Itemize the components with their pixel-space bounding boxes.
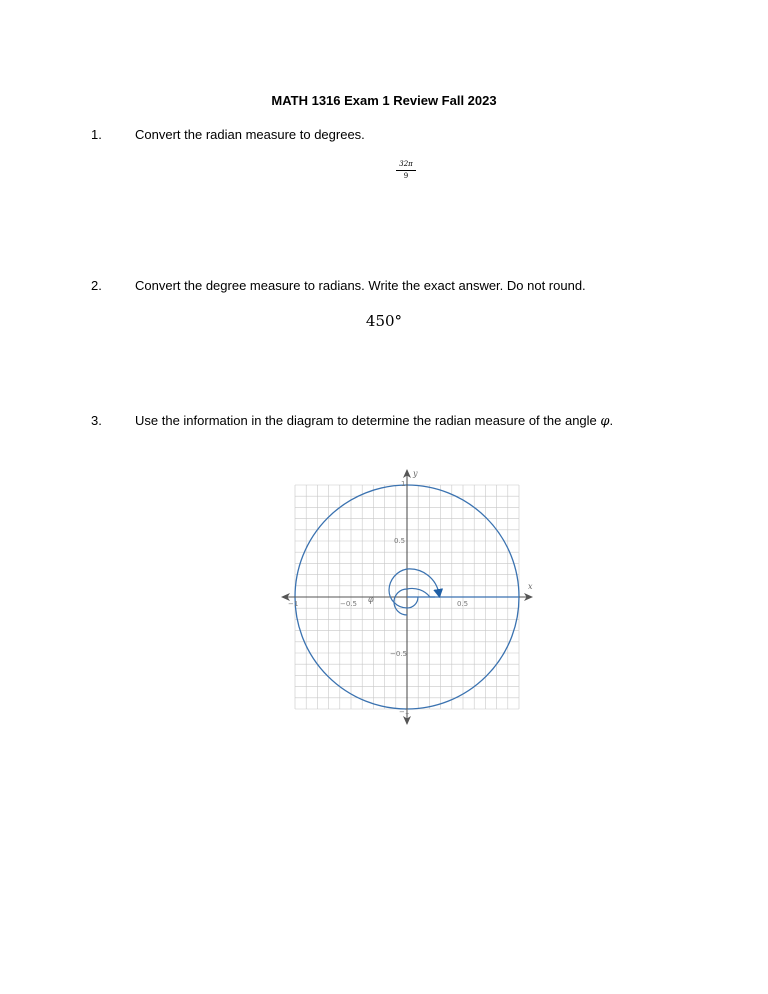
question-2-degree-value: 450° bbox=[365, 312, 403, 330]
angle-phi-label: φ bbox=[368, 595, 374, 604]
x-axis-label: x bbox=[528, 582, 533, 591]
tick-x-neg-half: −0.5 bbox=[340, 600, 357, 608]
tick-y-neg-one: −1 bbox=[399, 708, 410, 716]
question-2-number: 2. bbox=[91, 278, 102, 293]
tick-y-neg-half: −0.5 bbox=[390, 650, 407, 658]
fraction-bar bbox=[396, 170, 416, 171]
angle-arc bbox=[394, 588, 435, 615]
fraction-numerator: 32π bbox=[399, 160, 413, 168]
question-3-text bbox=[135, 413, 613, 429]
tick-x-half: 0.5 bbox=[457, 600, 469, 608]
question-3-text-after: . bbox=[609, 413, 614, 428]
question-3-text-before: Use the information in the diagram to determine the radian measure of the angle bbox=[135, 413, 601, 428]
question-1-fraction bbox=[396, 160, 416, 181]
fraction-denominator: 9 bbox=[403, 172, 409, 180]
tick-y-half: 0.5 bbox=[394, 537, 406, 545]
phi-symbol: φ bbox=[600, 414, 610, 429]
tick-y-one: 1 bbox=[401, 480, 406, 488]
question-1-text: Convert the radian measure to degrees. bbox=[135, 127, 365, 142]
question-3-number: 3. bbox=[91, 413, 102, 428]
question-1-number: 1. bbox=[91, 127, 102, 142]
question-2-text: Convert the degree measure to radians. Write the exact answer. Do not round. bbox=[135, 278, 586, 293]
tick-x-neg-one: −1 bbox=[288, 600, 299, 608]
page-title: MATH 1316 Exam 1 Review Fall 2023 bbox=[271, 93, 497, 108]
y-axis-label: y bbox=[413, 469, 418, 478]
unit-circle-diagram bbox=[278, 466, 540, 734]
